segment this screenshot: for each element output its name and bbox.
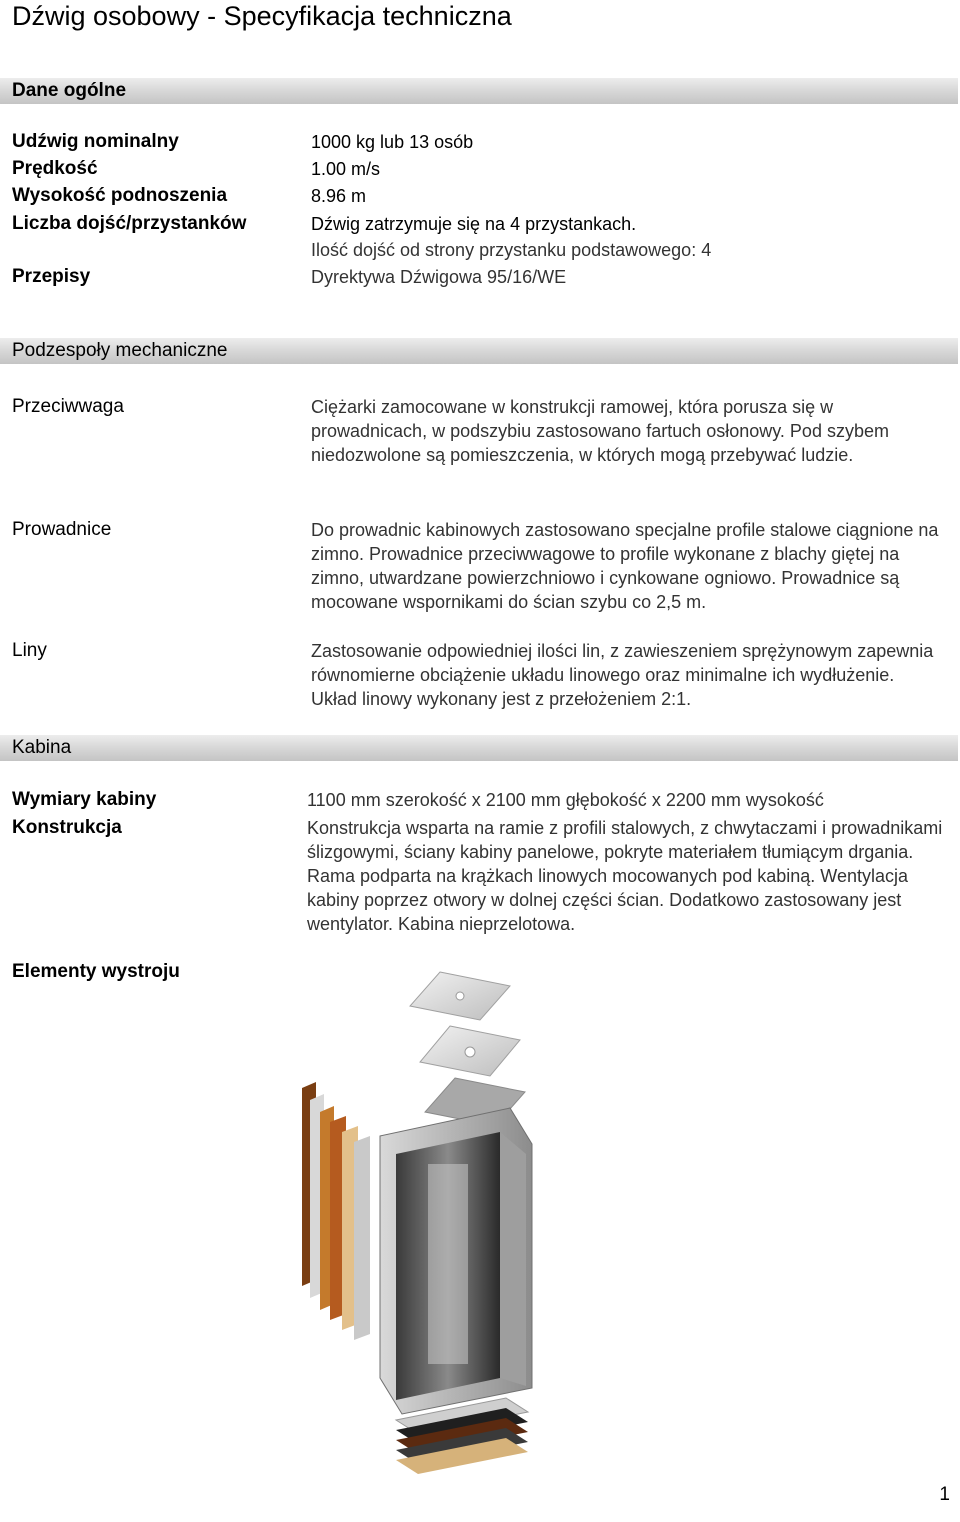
section-header-mechanical-label: Podzespoły mechaniczne (12, 340, 228, 361)
ceiling-panel-top (410, 972, 510, 1020)
value-guide-rails: Do prowadnic kabinowych zastosowano specjalne profile stalowe ciągnione na zimno. Prowadnice przeciwwagowe to profile wykonane z blachy giętej na zimno, utwardzane powierzchniowo i cynkowane ogniowo. Prowadnice są mocowane wspornikami do ścian szybu co 2,5 m. (311, 520, 939, 612)
section-header-general-label: Dane ogólne (12, 80, 127, 101)
wall-finish-samples (302, 1082, 370, 1340)
section-header-cabin-label: Kabina (12, 737, 72, 758)
label-speed: Prędkość (12, 158, 98, 179)
value-stops: Dźwig zatrzymuje się na 4 przystankach. (311, 214, 637, 234)
ceiling-panel-middle (420, 1026, 520, 1076)
value-counterweight: Ciężarki zamocowane w konstrukcji ramowej, która porusza się w prowadnicach, w podszybiu zastosowano fartuch osłonowy. Pod szybem niedozwolone są pomieszczenia, w których mogą przebywać ludzie. (311, 397, 889, 465)
label-cabin-dimensions: Wymiary kabiny (12, 789, 157, 810)
label-counterweight: Przeciwwaga (12, 396, 124, 417)
label-capacity: Udźwig nominalny (12, 131, 179, 152)
value-stops-entrances: Ilość dojść od strony przystanku podstawowego: 4 (311, 240, 712, 260)
label-ropes: Liny (12, 640, 47, 661)
section-header-mechanical (0, 338, 958, 364)
value-construction: Konstrukcja wsparta na ramie z profili stalowych, z chwytaczami i prowadnikami ślizgowymi, ściany kabiny panelowe, pokryte materiałem tłumiącym drgania. Rama podparta na krążkach linowych mocowanych pod kabiną. Wentylacja kabiny poprzez otwory w dolnej części ścian. Dodatkowo zastosowany jest wentylator. Kabina nieprzelotowa. (307, 818, 943, 934)
section-header-cabin (0, 735, 958, 761)
section-header-general (0, 78, 958, 104)
label-lift-height: Wysokość podnoszenia (12, 185, 228, 206)
cabin-body (380, 1108, 532, 1414)
page-title: Dźwig osobowy - Specyfikacja techniczna (12, 1, 512, 31)
value-speed: 1.00 m/s (311, 159, 381, 179)
elevator-cabin-exploded-icon (300, 968, 540, 1478)
value-regulations: Dyrektywa Dźwigowa 95/16/WE (311, 267, 567, 287)
label-construction: Konstrukcja (12, 817, 122, 838)
value-capacity: 1000 kg lub 13 osób (311, 132, 474, 152)
value-cabin-dimensions: 1100 mm szerokość x 2100 mm głębokość x 2200 mm wysokość (307, 790, 824, 810)
label-stops: Liczba dojść/przystanków (12, 213, 247, 234)
label-guide-rails: Prowadnice (12, 519, 112, 540)
value-ropes: Zastosowanie odpowiedniej ilości lin, z zawieszeniem sprężynowym zapewnia równomierne obciążenie układu linowego oraz minimalne ich wydłużenie. Układ linowy wykonany jest z przełożeniem 2:1. (311, 641, 934, 709)
label-finish-elements: Elementy wystroju (12, 961, 180, 982)
value-lift-height: 8.96 m (311, 186, 367, 206)
label-regulations: Przepisy (12, 266, 91, 287)
page-number: 1 (939, 1484, 950, 1505)
